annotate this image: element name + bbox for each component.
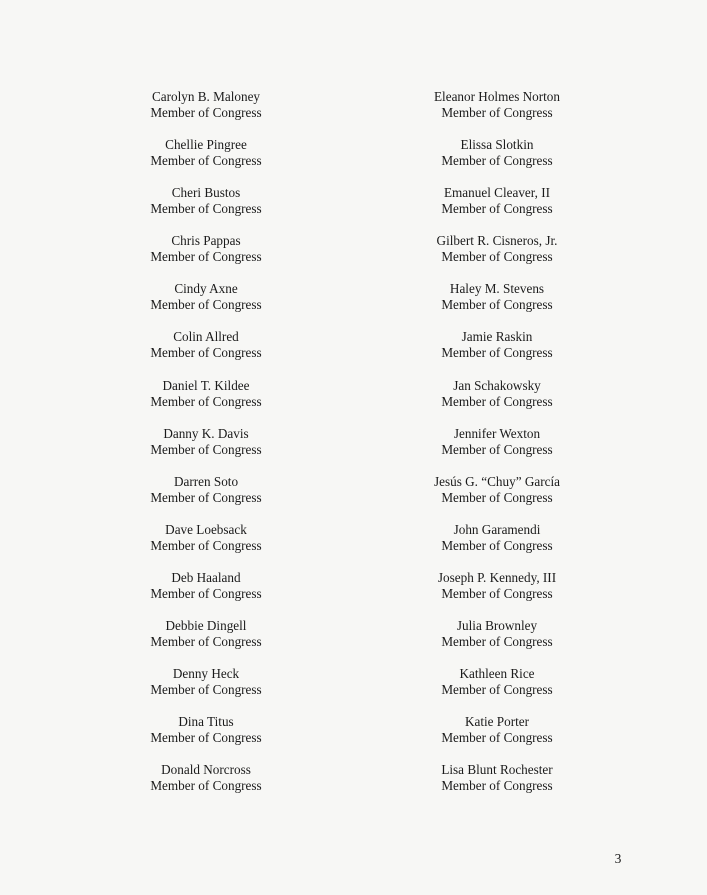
signatory-title: Member of Congress [150, 393, 262, 409]
signatory-title: Member of Congress [441, 634, 553, 650]
signatory-name: Colin Allred [173, 329, 239, 345]
signatory-title: Member of Congress [441, 153, 553, 169]
signatory-name: Daniel T. Kildee [162, 377, 250, 393]
signatory-title: Member of Congress [441, 105, 553, 120]
signatory-name: Elissa Slotkin [460, 137, 534, 153]
signatory-title: Member of Congress [150, 585, 262, 601]
signatory-name: Dave Loebsack [165, 521, 247, 537]
signature-block [397, 281, 597, 329]
signatory-title: Member of Congress [150, 345, 262, 361]
signature-block [397, 185, 597, 233]
signatory-column-right [397, 89, 597, 810]
signature-block [106, 378, 306, 426]
signature-block [106, 185, 306, 233]
signatory-name: Danny K. Davis [163, 425, 249, 441]
signatory-name: Debbie Dingell [165, 618, 247, 634]
signature-block [397, 618, 597, 666]
signatory-name: Lisa Blunt Rochester [441, 762, 553, 778]
signatory-title: Member of Congress [441, 537, 553, 553]
signature-block [397, 329, 597, 377]
signatory-title: Member of Congress [150, 153, 262, 169]
signature-block [106, 522, 306, 570]
signatory-name: Eleanor Holmes Norton [434, 89, 560, 104]
signatory-title: Member of Congress [150, 297, 262, 313]
signatory-title: Member of Congress [441, 730, 553, 746]
signatory-title: Member of Congress [150, 778, 262, 794]
signature-block [106, 714, 306, 762]
signatory-title: Member of Congress [441, 585, 553, 601]
signatory-name: Haley M. Stevens [449, 281, 545, 297]
signature-block [397, 570, 597, 618]
signature-block [397, 378, 597, 426]
signatory-name: Joseph P. Kennedy, III [437, 569, 557, 585]
signature-block [106, 762, 306, 810]
signature-block [397, 522, 597, 570]
signatory-name: John Garamendi [453, 521, 541, 537]
signatory-name: Katie Porter [464, 714, 530, 730]
signatory-name: Jamie Raskin [461, 329, 533, 345]
signatory-title: Member of Congress [150, 489, 262, 505]
signatory-name: Chris Pappas [171, 233, 241, 249]
signatory-name: Jennifer Wexton [453, 425, 541, 441]
signatory-name: Jesús G. “Chuy” García [434, 473, 560, 489]
signature-block [397, 474, 597, 522]
signature-block [106, 666, 306, 714]
signature-block [397, 426, 597, 474]
signature-block [106, 89, 306, 137]
signatory-title: Member of Congress [441, 489, 553, 505]
page-number: 3 [614, 851, 622, 866]
signatory-title: Member of Congress [150, 537, 262, 553]
signatory-title: Member of Congress [441, 441, 553, 457]
signatory-name: Jan Schakowsky [453, 377, 541, 393]
signatory-title: Member of Congress [441, 249, 553, 265]
signatory-column-left [106, 89, 306, 810]
signatory-title: Member of Congress [441, 393, 553, 409]
signatory-title: Member of Congress [150, 730, 262, 746]
signatory-name: Chellie Pingree [165, 137, 247, 153]
signature-block [106, 281, 306, 329]
signatory-title: Member of Congress [441, 297, 553, 313]
signatory-title: Member of Congress [441, 778, 553, 794]
signature-block [397, 89, 597, 137]
signature-block [106, 618, 306, 666]
signatory-name: Deb Haaland [171, 569, 241, 585]
signature-block [397, 137, 597, 185]
signatory-title: Member of Congress [441, 345, 553, 361]
signatory-name: Darren Soto [173, 473, 239, 489]
signatory-title: Member of Congress [150, 634, 262, 650]
signatory-name: Cindy Axne [174, 281, 238, 297]
signatory-title: Member of Congress [441, 682, 553, 698]
signature-block [397, 233, 597, 281]
signatory-name: Julia Brownley [456, 618, 538, 634]
signature-block [397, 666, 597, 714]
signature-block [397, 714, 597, 762]
signatory-name: Kathleen Rice [459, 666, 535, 682]
signature-block [106, 426, 306, 474]
signatory-name: Denny Heck [172, 666, 240, 682]
signatory-title: Member of Congress [441, 201, 553, 217]
signatory-title: Member of Congress [150, 105, 262, 120]
signatory-title: Member of Congress [150, 249, 262, 265]
signature-block [397, 762, 597, 810]
signature-block [106, 570, 306, 618]
signature-block [106, 137, 306, 185]
signature-block [106, 474, 306, 522]
signature-block [106, 233, 306, 281]
signatory-name: Emanuel Cleaver, II [443, 185, 551, 201]
signatory-title: Member of Congress [150, 682, 262, 698]
signatory-title: Member of Congress [150, 441, 262, 457]
signatory-name: Donald Norcross [161, 762, 251, 778]
signature-block [106, 329, 306, 377]
signatory-name: Carolyn B. Maloney [151, 89, 261, 104]
signatory-name: Dina Titus [178, 714, 234, 730]
signatory-name: Gilbert R. Cisneros, Jr. [436, 233, 558, 249]
signatory-name: Cheri Bustos [171, 185, 241, 201]
signatory-title: Member of Congress [150, 201, 262, 217]
